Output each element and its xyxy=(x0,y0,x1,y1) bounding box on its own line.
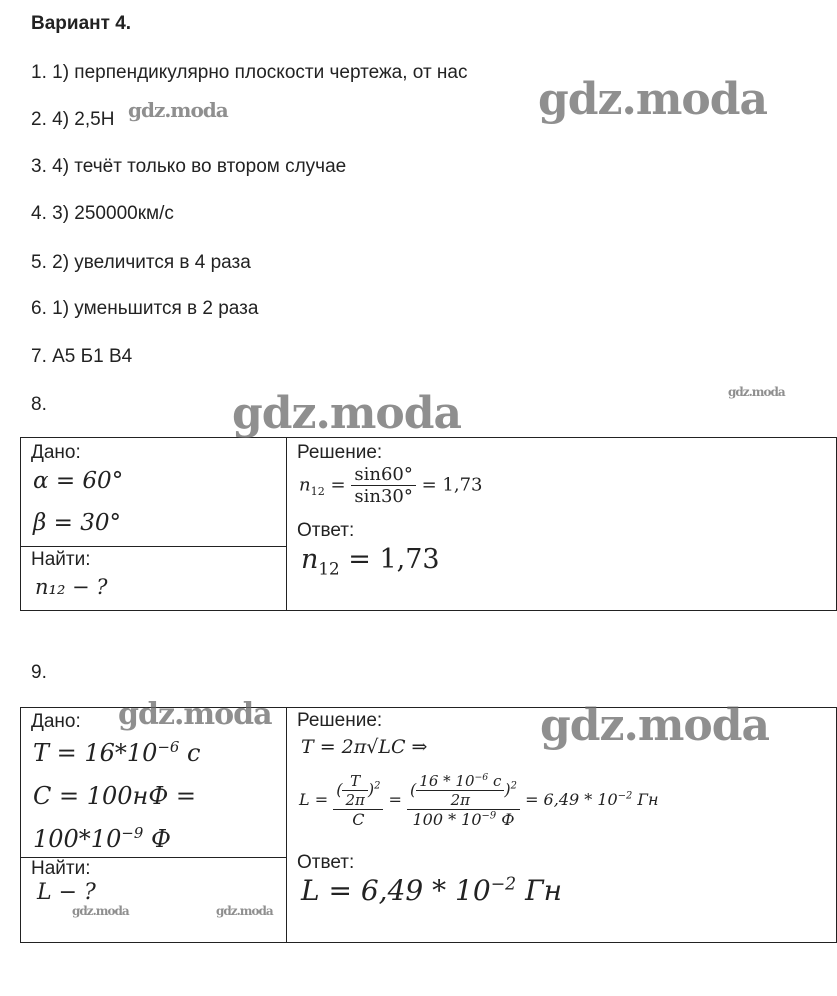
watermark-logo: gdz.moda xyxy=(540,700,770,751)
watermark-logo: gdz.moda xyxy=(728,385,785,399)
task9-frac2-num: ( $\frac{16 * 10^{-6} с}{2\pi}$ )$^2$ xyxy=(407,772,520,810)
answer-5: 5. 2) увеличится в 4 раза xyxy=(31,252,251,273)
task8-answer-n: n xyxy=(301,544,319,575)
task9-frac2-inner xyxy=(416,772,504,809)
task8-given-label: Дано: xyxy=(31,442,81,463)
task8-eq: = xyxy=(330,474,346,496)
task8-n12-sub: 12 xyxy=(310,485,325,499)
answer-6: 6. 1) уменьшится в 2 раза xyxy=(31,298,259,319)
answer-4: 4. 3) 250000км/с xyxy=(31,203,174,224)
task9-frac1-T: T xyxy=(342,772,367,791)
task9-given-label: Дано: xyxy=(31,711,81,732)
task9-frac2-den-unit: Ф xyxy=(501,810,515,829)
task8-result: = 1,73 xyxy=(421,474,483,496)
task9-frac1 xyxy=(333,772,383,829)
task8-answer-value: = 1,73 xyxy=(348,544,440,575)
task9-find: L − ? xyxy=(37,880,96,905)
task8-solution-cell xyxy=(287,438,837,611)
task9-C-unit: Ф xyxy=(150,825,171,853)
task9-L-formula: L = ( $\frac{T}{2\pi}$ )$^2$ C = ( $\frac{16 * 10^{-6} с}{2\pi}$ )$^2$ $100 * 10^{-9}$ Ф = $6,49 * 10^{-2}$ Гн xyxy=(299,772,659,829)
task8-answer-label: Ответ: xyxy=(297,520,355,541)
task9-solution-label: Решение: xyxy=(297,710,383,731)
task9-C-text: 100*10 xyxy=(33,825,122,853)
answer-2: 2. 4) 2,5Н xyxy=(31,109,115,130)
task9-frac2-den-text: 100 * 10 xyxy=(412,810,482,829)
task9-frac2-num-text: 16 * 10 xyxy=(419,772,475,790)
task9-answer-label: Ответ: xyxy=(297,852,355,873)
task9-answer xyxy=(301,874,562,907)
task8-formula xyxy=(299,464,482,507)
task8-answer-sub: 12 xyxy=(318,558,340,579)
task9-find-cell xyxy=(21,858,287,943)
task9-C-exp: −9 xyxy=(121,824,144,842)
task8-alpha: α = 60° xyxy=(33,468,124,494)
task9-frac2 xyxy=(407,772,520,829)
watermark-logo: gdz.moda xyxy=(538,74,768,125)
task9-T-given xyxy=(33,738,200,767)
watermark-logo: gdz.moda xyxy=(128,98,228,122)
answer-7: 7. А5 Б1 В4 xyxy=(31,346,133,367)
task8-find-cell xyxy=(21,547,287,611)
task8-find: n₁₂ − ? xyxy=(35,575,108,599)
watermark-logo: gdz.moda xyxy=(72,904,129,918)
task8-den: sin30° xyxy=(354,486,413,507)
task9-answer-value: L = 6,49 * 10 xyxy=(301,874,491,907)
task9-frac1-C: C xyxy=(352,810,365,829)
watermark-logo: gdz.moda xyxy=(216,904,273,918)
task9-frac2-num-exp: −6 xyxy=(474,772,489,783)
task9-T-exp: −6 xyxy=(157,738,180,756)
task9-L-result-exp: −2 xyxy=(617,790,633,802)
task9-frac2-num-unit: с xyxy=(493,772,502,790)
task9-frac1-num: ( $\frac{T}{2\pi}$ )$^2$ xyxy=(333,772,383,810)
watermark-logo: gdz.moda xyxy=(118,697,272,732)
task8-beta: β = 30° xyxy=(33,510,121,536)
watermark-logo: gdz.moda xyxy=(232,388,462,439)
task8-number: 8. xyxy=(31,394,47,415)
task9-T-unit: с xyxy=(187,739,201,767)
task8-answer xyxy=(301,544,440,578)
task9-formula: T = 2π√LC ⇒ xyxy=(301,736,428,758)
task9-find-label: Найти: xyxy=(31,858,91,879)
page-title: Вариант 4. xyxy=(31,13,132,34)
task9-frac1-2pi: 2π xyxy=(345,791,365,809)
task9-frac2-den-exp: −9 xyxy=(481,810,497,822)
task8-table xyxy=(20,437,837,611)
task8-given-cell xyxy=(21,438,287,547)
answer-3: 3. 4) течёт только во втором случае xyxy=(31,156,347,177)
task9-number: 9. xyxy=(31,662,47,683)
task9-C-value xyxy=(33,824,171,853)
task9-C-given: C = 100нФ = xyxy=(33,782,197,810)
task8-solution-label: Решение: xyxy=(297,442,383,463)
task9-answer-unit: Гн xyxy=(525,874,563,907)
task9-T-text: T = 16*10 xyxy=(33,739,158,767)
task9-frac2-2pi: 2π xyxy=(450,791,471,809)
task9-frac2-den xyxy=(407,810,520,829)
task8-find-label: Найти: xyxy=(31,549,91,570)
task8-n12-lhs: n xyxy=(299,474,311,496)
task9-frac1-inner xyxy=(342,772,367,809)
task9-L-result: = 6,49 * 10 xyxy=(525,790,618,809)
task9-L-lhs: L = xyxy=(299,790,329,809)
task8-num: sin60° xyxy=(351,464,416,486)
task9-frac2-top xyxy=(416,772,504,791)
answer-1: 1. 1) перпендикулярно плоскости чертежа, от нас xyxy=(31,62,468,83)
task9-L-result-unit: Гн xyxy=(637,790,659,809)
task9-answer-exp: −2 xyxy=(490,874,517,895)
task8-fraction xyxy=(351,464,416,507)
